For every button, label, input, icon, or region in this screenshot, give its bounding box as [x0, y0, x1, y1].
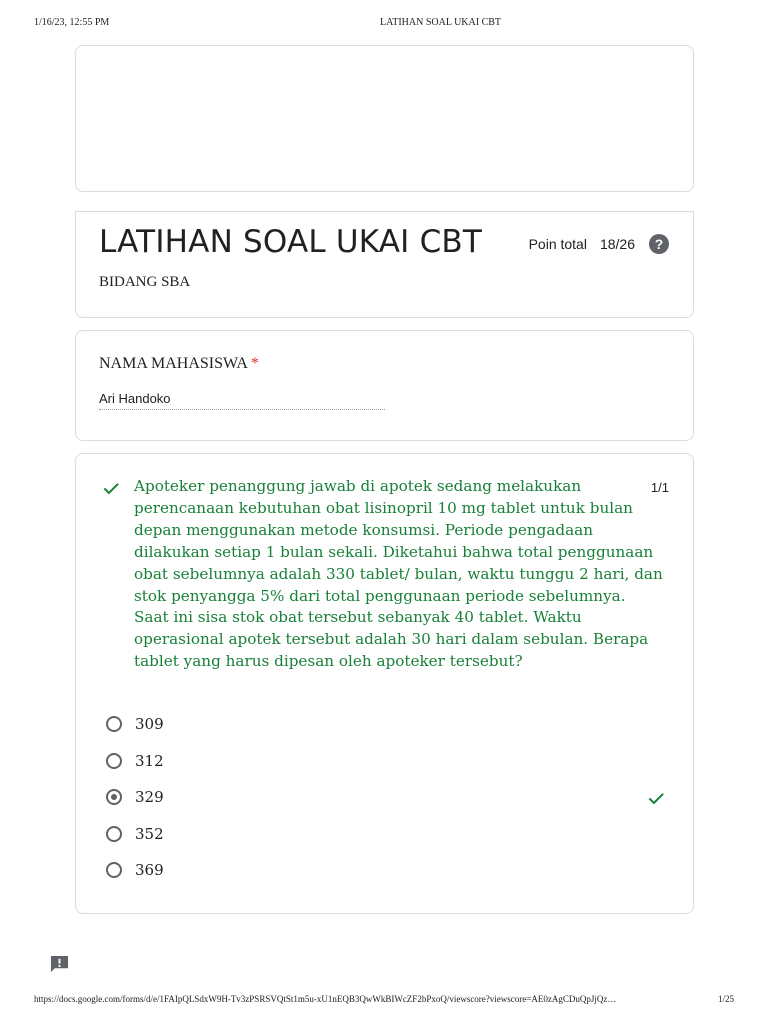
help-icon[interactable]: ? [649, 234, 669, 254]
radio-button[interactable] [106, 826, 122, 842]
question-points: 1/1 [650, 480, 669, 495]
print-footer [34, 994, 734, 1006]
question-card [75, 453, 694, 914]
check-icon [646, 788, 666, 808]
option-309[interactable] [106, 706, 666, 743]
form-title: LATIHAN SOAL UKAI CBT [99, 224, 483, 260]
page-url: https://docs.google.com/forms/d/e/1FAIpQLSdxW9H-Tv3zPSRSVQtSt1m5u-xU1nEQB3QwWkBIWcZF2bPxoQ/viewscore?viewscore=AE0zAgCDuQpJjQz… [34, 994, 617, 1004]
radio-button[interactable] [106, 716, 122, 732]
print-header [34, 17, 734, 31]
required-mark: * [250, 355, 259, 372]
name-question-text: NAMA MAHASISWA [99, 355, 248, 372]
print-date: 1/16/23, 12:55 PM [34, 17, 110, 28]
answer-options [106, 706, 666, 889]
option-369[interactable] [106, 852, 666, 889]
option-329[interactable] [106, 779, 666, 816]
print-title: LATIHAN SOAL UKAI CBT [380, 17, 502, 28]
option-label: 312 [135, 751, 164, 770]
option-label: 369 [135, 861, 164, 880]
option-label: 309 [135, 715, 164, 734]
option-label: 352 [135, 824, 164, 843]
option-352[interactable] [106, 816, 666, 853]
radio-button-selected[interactable] [106, 789, 122, 805]
name-question-card [75, 330, 694, 441]
check-icon [101, 478, 121, 498]
question-text: Apoteker penanggung jawab di apotek sedang melakukan perencanaan kebutuhan obat lisinopril 10 mg tablet untuk bulan depan menggunakan metode konsumsi. Periode pengadaan dilakukan setiap 1 bulan sekali. Diketahui bahwa total penggunaan obat sebelumnya adalah 330 tablet/ bulan, waktu tunggu 2 hari, dan stok penyangga 5% dari total penggunaan periode sebelumnya. Saat ini sisa stok obat tersebut sebanyak 40 tablet. Waktu operasional apotek tersebut adalah 30 hari dalam sebulan. Berapa tablet yang harus dipesan oleh apoteker tersebut? [134, 477, 663, 671]
score-label: Poin total [528, 236, 587, 252]
form-description: BIDANG SBA [99, 274, 191, 290]
name-answer: Ari Handoko [99, 391, 385, 410]
feedback-icon[interactable] [49, 955, 70, 974]
option-312[interactable] [106, 743, 666, 780]
radio-button[interactable] [106, 862, 122, 878]
score-value: 18/26 [599, 236, 635, 252]
form-title-card [75, 211, 694, 318]
total-score [529, 234, 669, 254]
radio-button[interactable] [106, 753, 122, 769]
page-number: 1/25 [717, 994, 734, 1004]
option-label: 329 [135, 788, 164, 807]
name-question-label [99, 355, 259, 373]
header-banner [75, 45, 694, 192]
